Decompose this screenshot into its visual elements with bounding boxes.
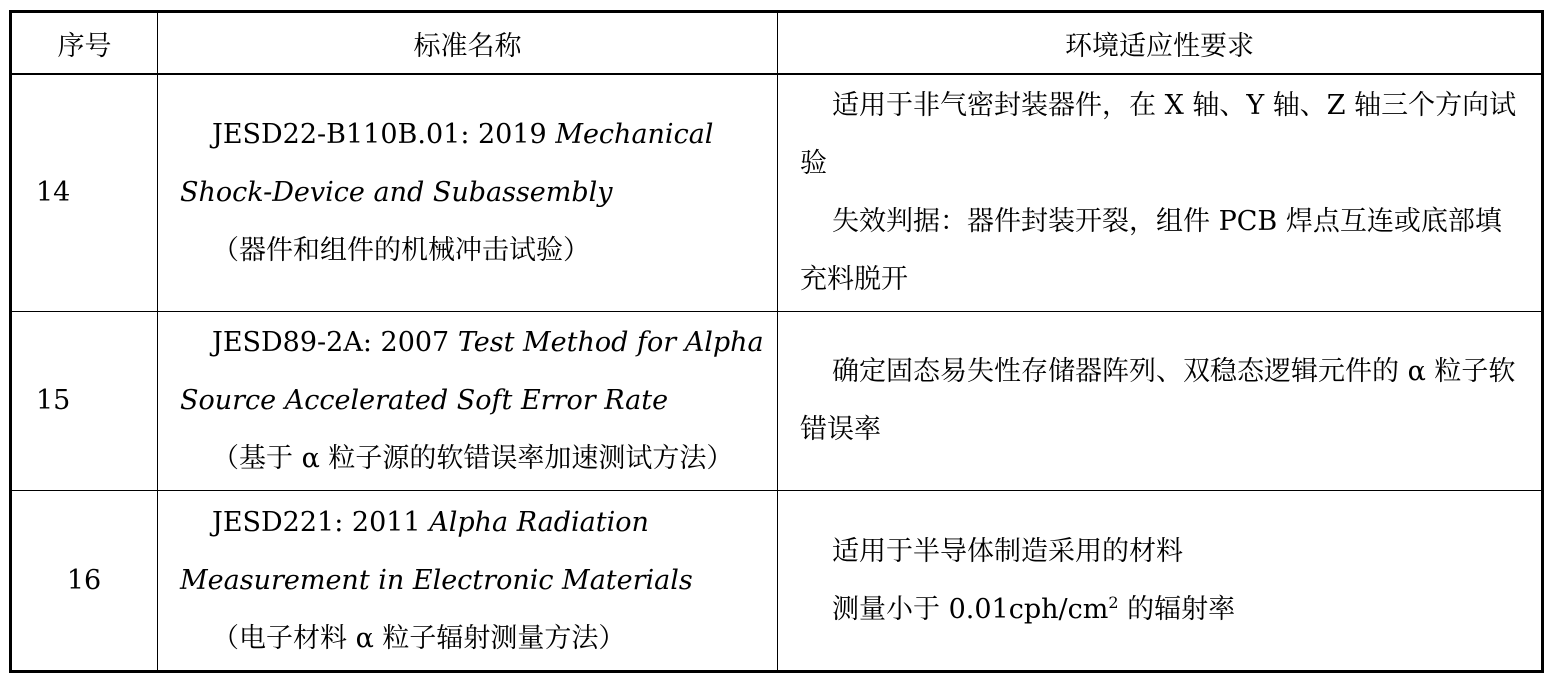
requirement-cell	[778, 491, 1543, 672]
standard-english-name	[180, 494, 767, 610]
requirement-line: 适用于非气密封装器件，在 X 轴、Y 轴、Z 轴三个方向试验	[800, 90, 1517, 179]
standard-name-cell	[158, 74, 778, 312]
standard-english-name	[180, 314, 767, 430]
requirement-line	[800, 581, 1523, 639]
header-environment-requirement: 环境适应性要求	[778, 12, 1543, 75]
standard-code: JESD22-B110B.01: 2019	[212, 119, 547, 150]
requirement-cell	[778, 312, 1543, 491]
header-standard-name: 标准名称	[158, 12, 778, 75]
requirement-line: 确定固态易失性存储器阵列、双稳态逻辑元件的 α 粒子软错误率	[800, 356, 1516, 445]
requirement-text: 测量小于 0.01cph/cm	[832, 593, 1109, 625]
row-number: 14	[11, 74, 158, 312]
standard-chinese-name: （电子材料 α 粒子辐射测量方法）	[212, 622, 626, 654]
standard-chinese-name: （器件和组件的机械冲击试验）	[212, 235, 590, 266]
header-serial: 序号	[11, 12, 158, 75]
standard-name-cell	[158, 491, 778, 672]
standard-code: JESD89-2A: 2007	[212, 327, 450, 358]
requirement-line: 失效判据：器件封装开裂，组件 PCB 焊点互连或底部填充料脱开	[800, 206, 1502, 295]
table-row	[11, 74, 1543, 312]
standard-title: Mechanical Shock-Device and Subassembly	[180, 119, 714, 208]
requirement-line: 适用于半导体制造采用的材料	[832, 535, 1183, 567]
header-row	[11, 12, 1543, 75]
row-number: 16	[11, 491, 158, 672]
standard-english-name	[180, 106, 767, 222]
superscript-exponent: 2	[1108, 592, 1119, 612]
table-row	[11, 312, 1543, 491]
requirement-cell	[778, 74, 1543, 312]
standard-title: Test Method for Alpha Source Accelerated Soft Error Rate	[180, 327, 764, 416]
standard-chinese-name: （基于 α 粒子源的软错误率加速测试方法）	[212, 443, 734, 474]
table-row	[11, 491, 1543, 672]
standard-name-cell	[158, 312, 778, 491]
standard-code: JESD221: 2011	[212, 506, 421, 538]
standards-table	[9, 10, 1544, 673]
requirement-text: 的辐射率	[1118, 593, 1236, 625]
standard-title: Alpha Radiation Measurement in Electronic Materials	[180, 506, 693, 596]
row-number: 15	[11, 312, 158, 491]
